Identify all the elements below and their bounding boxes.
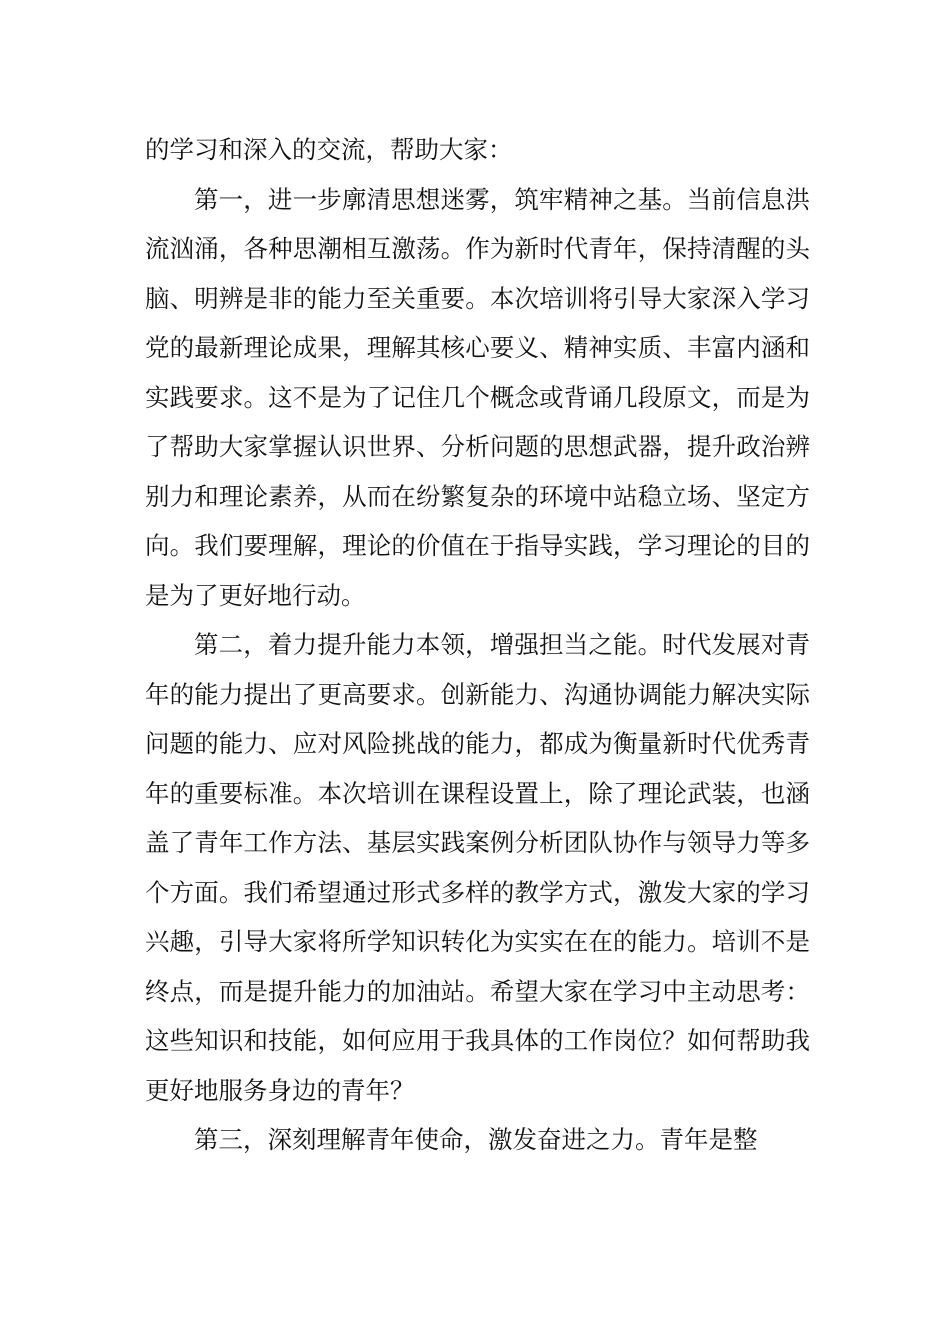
paragraph-continuation: 的学习和深入的交流，帮助大家： — [145, 135, 513, 164]
document-body — [145, 125, 810, 1165]
paragraph-point-one: 第一，进一步廓清思想迷雾，筑牢精神之基。当前信息洪流汹涌，各种思潮相互激荡。作为新时代青年，保持清醒的头脑、明辨是非的能力至关重要。本次培训将引导大家深入学习党的最新理论成果，理解其核心要义、精神实质、丰富内涵和实践要求。这不是为了记住几个概念或背诵几段原文，而是为了帮助大家掌握认识世界、分析问题的思想武器，提升政治辨别力和理论素养，从而在纷繁复杂的环境中站稳立场、坚定方向。我们要理解，理论的价值在于指导实践，学习理论的目的是为了更好地行动。 — [145, 184, 810, 610]
paragraph-point-three: 第三，深刻理解青年使命，激发奋进之力。青年是整 — [194, 1125, 758, 1154]
paragraph-point-two: 第二，着力提升能力本领，增强担当之能。时代发展对青年的能力提出了更高要求。创新能力、沟通协调能力解决实际问题的能力、应对风险挑战的能力，都成为衡量新时代优秀青年的重要标准。本次培训在课程设置上，除了理论武装，也涵盖了青年工作方法、基层实践案例分析团队协作与领导力等多个方面。我们希望通过形式多样的教学方式，激发大家的学习兴趣，引导大家将所学知识转化为实实在在的能力。培训不是终点，而是提升能力的加油站。希望大家在学习中主动思考：这些知识和技能，如何应用于我具体的工作岗位？如何帮助我更好地服务身边的青年？ — [145, 630, 810, 1105]
